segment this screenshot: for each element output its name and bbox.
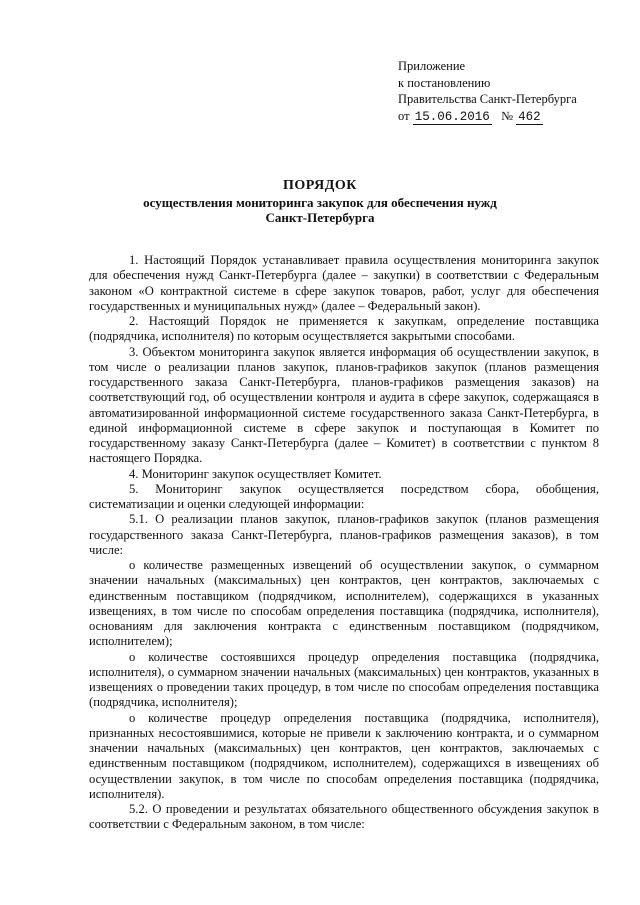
document-body <box>89 253 599 833</box>
decree-date: 15.06.2016 <box>414 109 490 124</box>
subparagraph-completed-procedures: о количестве состоявшихся процедур определения поставщика (подрядчика, исполнителя), о суммарном значении начальных (максимальных) цен контрактов, указанных в извещениях о проведении таких процедур, в том числе по способам определения поставщика (подрядчика, исполнителя); <box>89 649 599 710</box>
appendix-line-2: к постановлению <box>398 75 491 90</box>
decree-number: 462 <box>518 109 541 124</box>
paragraph-4: 4. Мониторинг закупок осуществляет Комитет. <box>129 466 382 481</box>
paragraph-5: 5. Мониторинг закупок осуществляется посредством сбора, обобщения, систематизации и оценки следующей информации: <box>89 481 599 511</box>
appendix-header <box>398 58 598 125</box>
number-label: № <box>501 108 514 123</box>
title-line-2: Санкт-Петербурга <box>265 210 375 225</box>
title-main: ПОРЯДОК <box>283 178 357 193</box>
subparagraph-failed-procedures: о количестве процедур определения поставщика (подрядчика, исполнителя), признанных несостоявшимися, которые не привели к заключению контракта, и о суммарном значении начальных (максимальных) цен контрактов, цен контрактов, заключаемых с единственным поставщиком (подрядчиком, исполнителем), содержащихся в извещениях об осуществлении закупок, в том числе по способам определения поставщика (подрядчика, исполнителя). <box>89 710 599 801</box>
appendix-date-line <box>398 108 598 126</box>
from-label: от <box>398 108 410 123</box>
paragraph-2: 2. Настоящий Порядок не применяется к закупкам, определение поставщика (подрядчика, исполнителя) по которым осуществляется закрытыми способами. <box>89 314 599 344</box>
paragraph-5-1: 5.1. О реализации планов закупок, планов-графиков закупок (планов размещения государственного заказа Санкт-Петербурга, планов-графиков размещения заказов), в том числе: <box>89 512 599 557</box>
appendix-line-1: Приложение <box>398 59 466 73</box>
document-title <box>0 178 640 225</box>
paragraph-1: 1. Настоящий Порядок устанавливает правила осуществления мониторинга закупок для обеспечения нужд Санкт-Петербурга (далее – закупки) в соответствии с Федеральным законом «О контрактной системе в сфере закупок товаров, работ, услуг для обеспечения государственных и муниципальных нужд» (далее – Федеральный закон). <box>89 253 599 313</box>
subparagraph-notices: о количестве размещенных извещений об осуществлении закупок, о суммарном значении начальных (максимальных) цен контрактов, цен контрактов, заключаемых с единственным поставщиком (подрядчиком, исполнителем), содержащихся в указанных извещениях, в том числе по способам определения поставщика (подрядчика, исполнителя), основаниям для заключения контракта с единственным поставщиком (подрядчиком, исполнителем); <box>89 558 599 649</box>
paragraph-5-2: 5.2. О проведении и результатах обязательного общественного обсуждения закупок в соответствии с Федеральным законом, в том числе: <box>89 802 599 832</box>
title-line-1: осуществления мониторинга закупок для обеспечения нужд <box>143 195 497 210</box>
paragraph-3: 3. Объектом мониторинга закупок является информация об осуществлении закупок, в том числе о реализации планов закупок, планов-графиков закупок (планов размещения государственного заказа Санкт-Петербурга, планов-графиков размещения заказов) на соответствующий год, об осуществлении контроля и аудита в сфере закупок, содержащаяся в автоматизированной информационной системе государственного заказа Санкт-Петербурга, в единой информационной системе в сфере закупок и поступающая в Комитет по государственному заказу Санкт-Петербурга (далее – Комитет) в соответствии с пунктом 8 настоящего Порядка. <box>89 344 599 466</box>
appendix-line-3: Правительства Санкт-Петербурга <box>398 92 577 106</box>
